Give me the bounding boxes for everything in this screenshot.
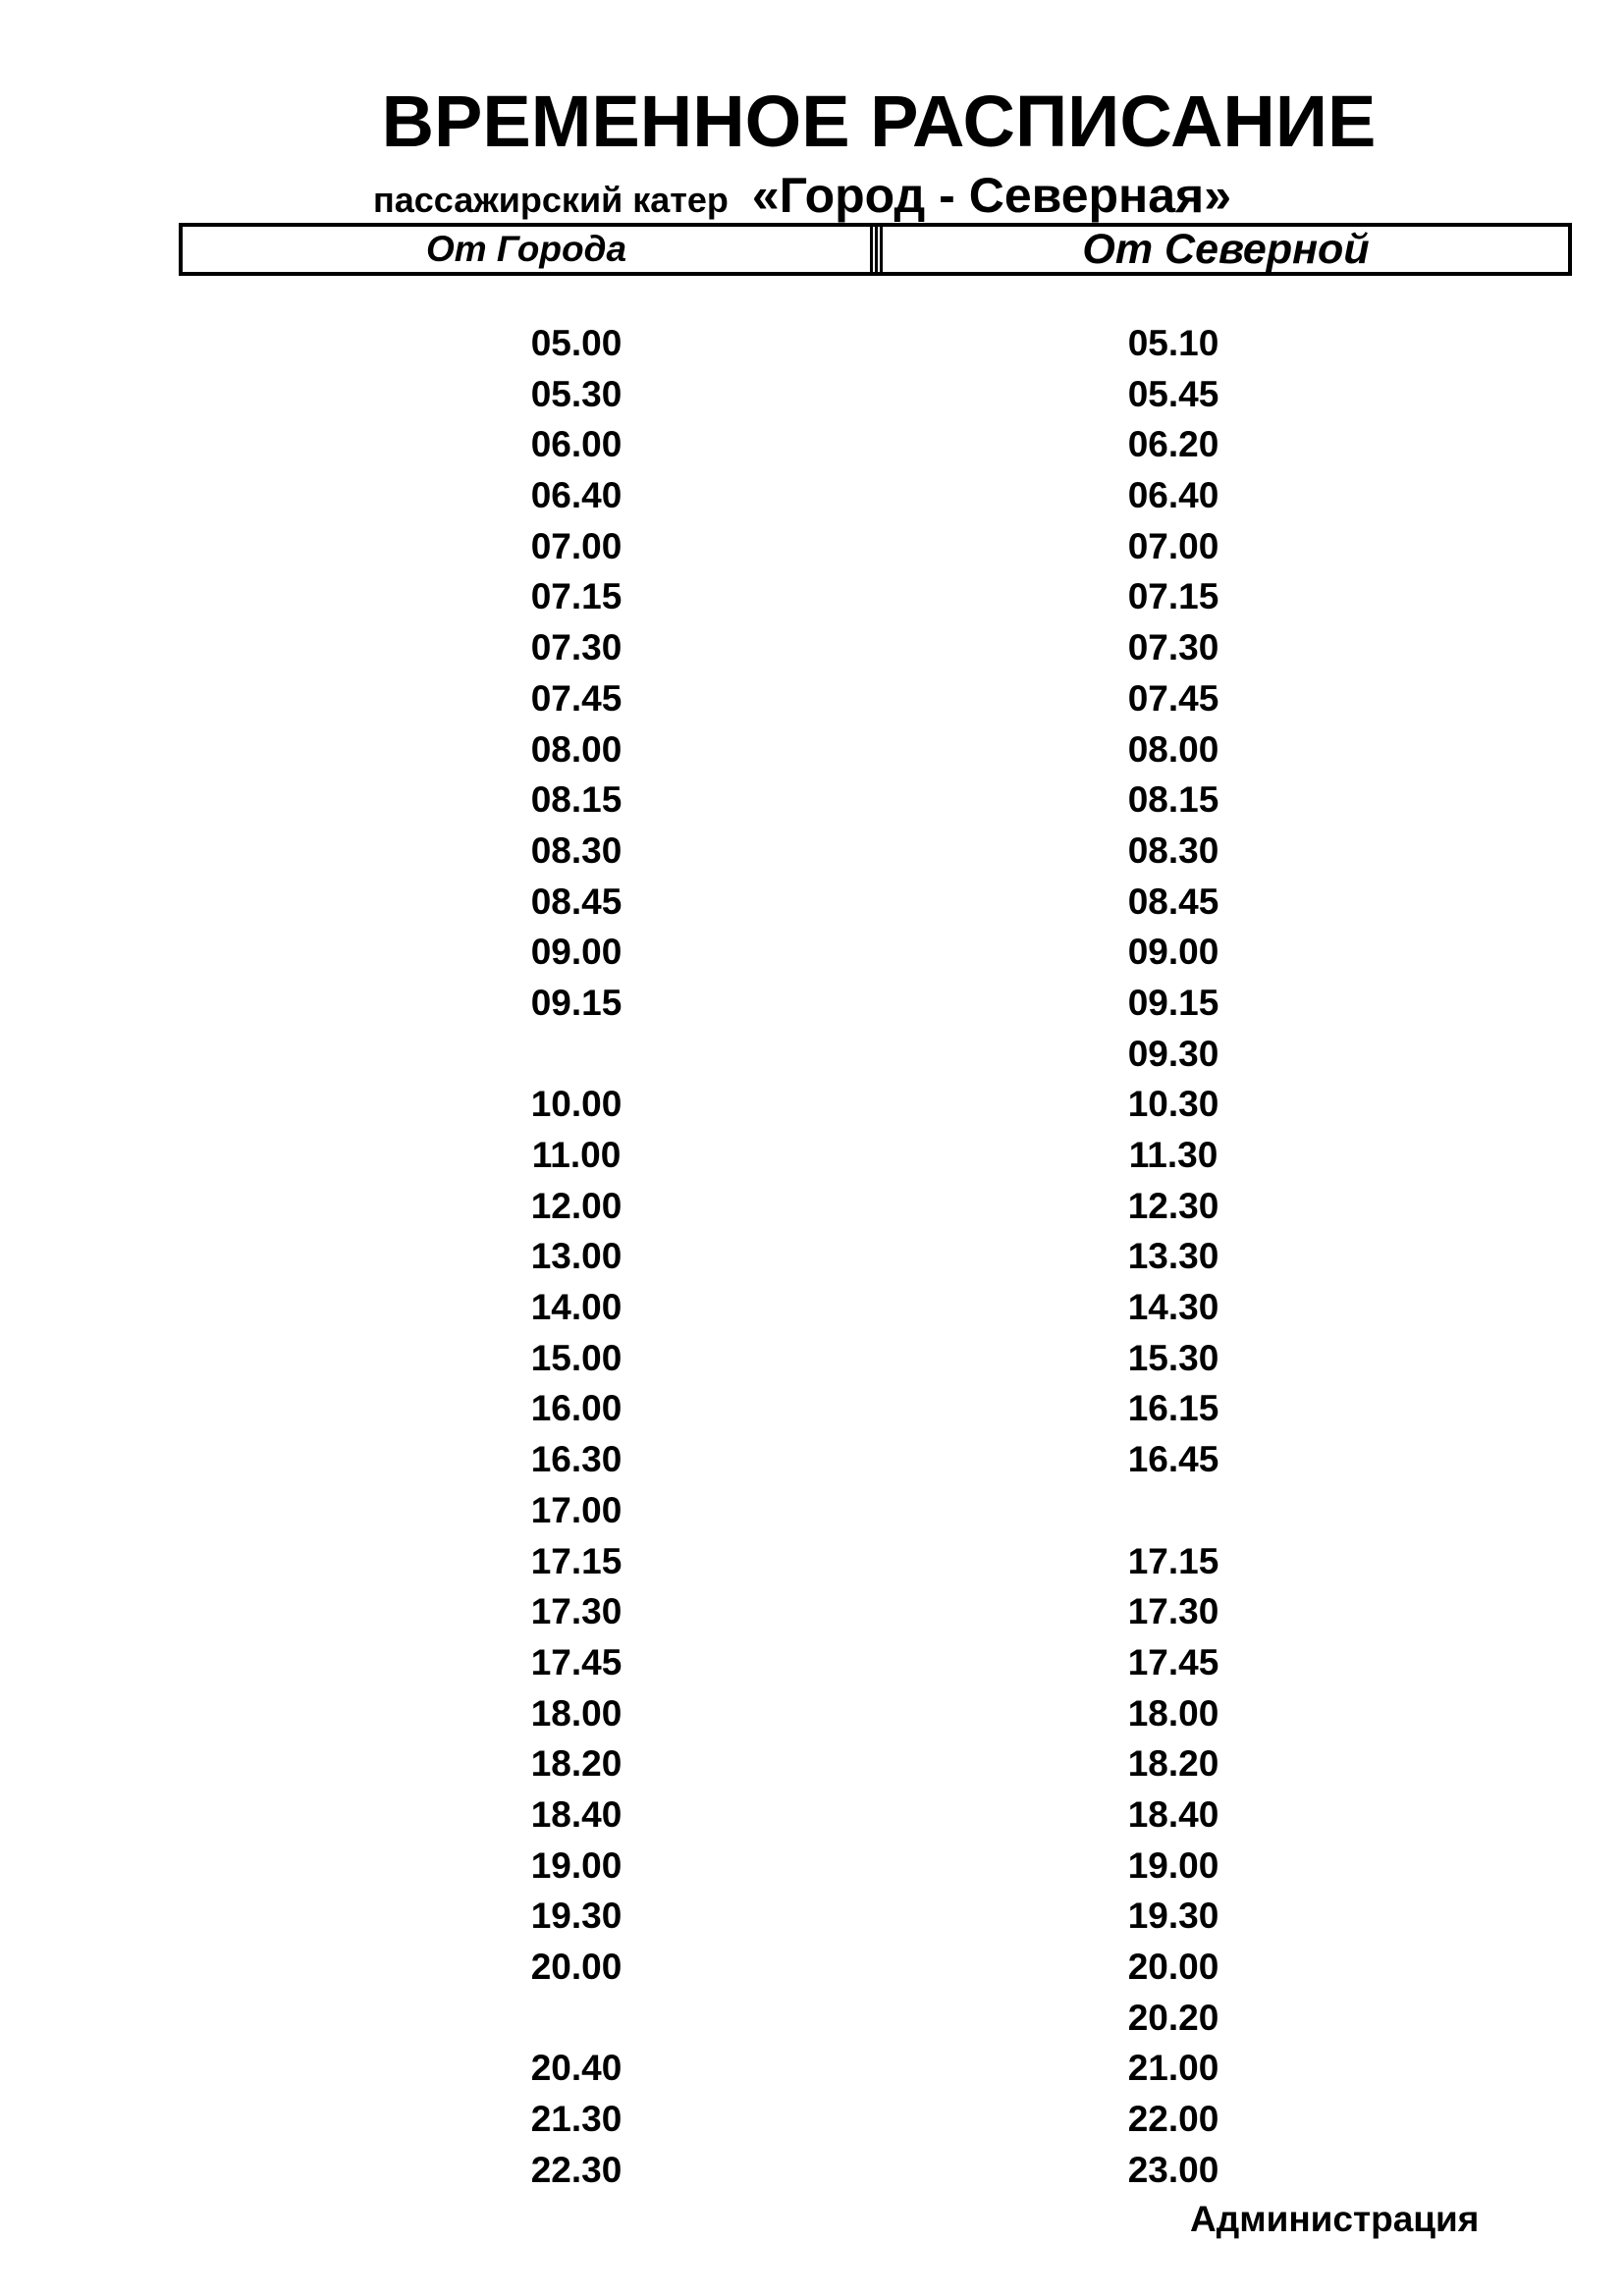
time-from-severnaya: 21.00 [1127, 2048, 1219, 2089]
schedule-row [0, 470, 1624, 521]
time-from-severnaya: 17.15 [1127, 1540, 1219, 1581]
schedule-row [0, 673, 1624, 724]
time-from-city: 22.30 [530, 2149, 623, 2190]
page-title: ВРЕМЕННОЕ РАСПИСАНИЕ [381, 80, 1377, 162]
column-header-box [179, 223, 1572, 276]
time-from-severnaya: 06.40 [1127, 475, 1219, 516]
header-from-city: От Города [425, 229, 627, 269]
schedule-row [0, 1841, 1624, 1892]
schedule-row [0, 1738, 1624, 1789]
time-from-severnaya: 22.00 [1127, 2099, 1219, 2140]
schedule-row [0, 1586, 1624, 1637]
schedule-row [0, 774, 1624, 826]
schedule-row [0, 419, 1624, 470]
time-from-severnaya: 18.40 [1127, 1793, 1219, 1835]
schedule-row [0, 1181, 1624, 1232]
time-from-city: 05.30 [530, 373, 623, 414]
schedule-row [0, 1891, 1624, 1942]
time-from-city: 06.00 [530, 424, 623, 465]
schedule-row [0, 1993, 1624, 2044]
time-from-city: 07.15 [530, 576, 623, 617]
schedule-row [0, 877, 1624, 928]
time-from-severnaya: 07.15 [1127, 576, 1219, 617]
time-from-severnaya: 20.20 [1127, 1997, 1219, 2038]
time-from-city: 11.00 [531, 1135, 622, 1175]
schedule-row [0, 1637, 1624, 1688]
time-from-city: 21.30 [530, 2099, 623, 2140]
time-from-severnaya: 12.30 [1127, 1185, 1219, 1226]
time-from-severnaya: 14.30 [1127, 1287, 1219, 1328]
time-from-severnaya: 09.00 [1127, 932, 1219, 973]
footer-signature: Администрация [1190, 2199, 1480, 2239]
time-from-city: 12.00 [530, 1185, 623, 1226]
schedule-row [0, 2145, 1624, 2196]
header-from-severnaya: От Северной [1082, 225, 1370, 273]
time-from-city: 20.00 [530, 1947, 623, 1987]
time-from-city: 20.40 [530, 2048, 623, 2089]
time-from-severnaya: 17.45 [1127, 1641, 1219, 1682]
schedule-row [0, 318, 1624, 369]
schedule-row [0, 1789, 1624, 1841]
schedule-row [0, 571, 1624, 622]
time-from-severnaya: 11.30 [1128, 1135, 1218, 1175]
time-from-city: 18.40 [530, 1793, 623, 1835]
column-divider [870, 227, 884, 272]
time-from-city: 18.20 [530, 1743, 623, 1785]
time-from-severnaya: 05.10 [1127, 323, 1219, 363]
schedule-row [0, 1231, 1624, 1282]
time-from-severnaya: 18.20 [1127, 1743, 1219, 1785]
time-from-severnaya: 16.45 [1127, 1439, 1219, 1480]
time-from-city: 07.00 [530, 525, 623, 566]
time-from-city: 09.00 [530, 932, 623, 973]
time-from-city: 18.00 [530, 1692, 623, 1734]
time-from-severnaya: 08.00 [1127, 728, 1219, 770]
time-from-severnaya: 13.30 [1127, 1236, 1219, 1277]
schedule-row [0, 1434, 1624, 1485]
time-from-severnaya: 08.30 [1127, 829, 1219, 871]
schedule-table [0, 318, 1624, 2195]
time-from-severnaya: 19.30 [1127, 1896, 1219, 1937]
schedule-row [0, 2043, 1624, 2094]
time-from-city: 10.00 [530, 1084, 623, 1125]
schedule-row [0, 1130, 1624, 1181]
schedule-row [0, 724, 1624, 775]
time-from-severnaya: 07.45 [1127, 677, 1219, 719]
time-from-city: 06.40 [530, 475, 623, 516]
time-from-severnaya: 23.00 [1127, 2149, 1219, 2190]
time-from-city: 08.30 [530, 829, 623, 871]
time-from-city: 07.30 [530, 627, 623, 668]
time-from-severnaya: 07.00 [1127, 525, 1219, 566]
time-from-city: 17.15 [530, 1540, 623, 1581]
time-from-city: 08.15 [530, 779, 623, 821]
time-from-city: 09.15 [530, 982, 623, 1023]
time-from-city: 08.45 [530, 881, 623, 922]
time-from-severnaya: 10.30 [1127, 1084, 1219, 1125]
time-from-severnaya: 15.30 [1127, 1337, 1219, 1378]
time-from-city: 14.00 [530, 1287, 623, 1328]
time-from-city: 07.45 [530, 677, 623, 719]
time-from-city: 05.00 [530, 323, 623, 363]
time-from-city: 17.45 [530, 1641, 623, 1682]
schedule-row [0, 1079, 1624, 1130]
time-from-city: 08.00 [530, 728, 623, 770]
time-from-severnaya: 08.45 [1127, 881, 1219, 922]
time-from-severnaya: 08.15 [1127, 779, 1219, 821]
time-from-severnaya: 05.45 [1127, 373, 1219, 414]
schedule-row [0, 521, 1624, 572]
schedule-row [0, 927, 1624, 978]
time-from-city: 19.30 [530, 1896, 623, 1937]
time-from-severnaya: 07.30 [1127, 627, 1219, 668]
time-from-city: 16.30 [530, 1439, 623, 1480]
time-from-severnaya: 16.15 [1127, 1388, 1219, 1429]
time-from-severnaya: 17.30 [1127, 1591, 1219, 1632]
time-from-severnaya: 09.15 [1127, 982, 1219, 1023]
schedule-row [0, 978, 1624, 1029]
schedule-row [0, 1942, 1624, 1993]
time-from-city: 19.00 [530, 1844, 623, 1886]
time-from-severnaya: 06.20 [1127, 424, 1219, 465]
schedule-row [0, 826, 1624, 877]
time-from-city: 16.00 [530, 1388, 623, 1429]
subtitle [373, 167, 1231, 224]
schedule-row [0, 1485, 1624, 1536]
time-from-severnaya: 09.30 [1127, 1033, 1219, 1074]
schedule-row [0, 1383, 1624, 1434]
schedule-row [0, 1688, 1624, 1739]
time-from-severnaya: 18.00 [1127, 1692, 1219, 1734]
schedule-row [0, 622, 1624, 673]
time-from-city: 13.00 [530, 1236, 623, 1277]
schedule-row [0, 369, 1624, 420]
time-from-city: 15.00 [530, 1337, 623, 1378]
schedule-row [0, 2094, 1624, 2145]
schedule-row [0, 1029, 1624, 1080]
time-from-severnaya: 19.00 [1127, 1844, 1219, 1886]
time-from-city: 17.30 [530, 1591, 623, 1632]
subtitle-prefix: пассажирский катер [373, 180, 729, 220]
time-from-city: 17.00 [530, 1489, 623, 1530]
schedule-row [0, 1282, 1624, 1333]
route-name: «Город - Северная» [751, 168, 1232, 223]
schedule-row [0, 1333, 1624, 1384]
time-from-severnaya: 20.00 [1127, 1947, 1219, 1987]
schedule-row [0, 1536, 1624, 1587]
